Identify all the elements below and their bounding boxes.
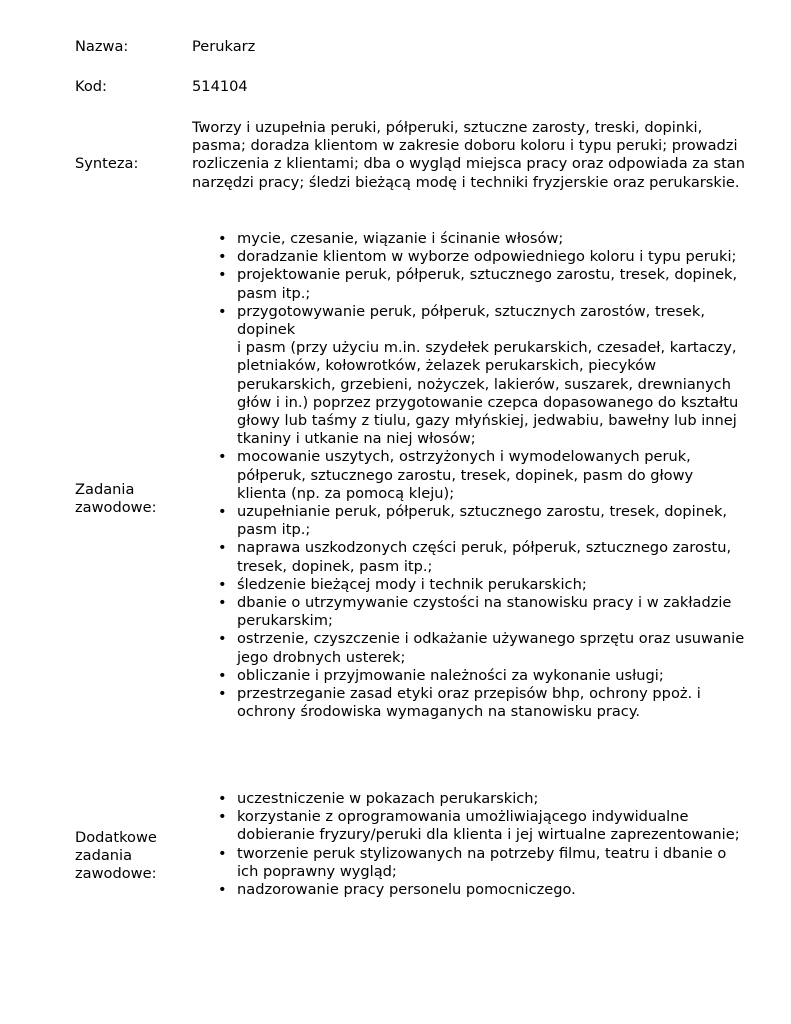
list-item: • przygotowywanie peruk, półperuk, sztucznych zarostów, tresek, dopinek i pasm (przy użyciu m.in. szydełek perukarskich, czesadeł, kartaczy, pletniaków, kołowrotków, żelazek perukarskich, piecyków perukarskich, grzebieni, nożyczek, lakierów, suszarek, drewnianych głów i in.) poprzez przygotowanie czepca dopasowanego do kształtu głowy lub taśmy z tiulu, gazy młyńskiej, jedwabiu, bawełny lub innej tkaniny i utkanie na niej włosów; — [192, 303, 747, 449]
kod-value: 514104 — [192, 78, 248, 95]
dodatkowe-list-container — [192, 790, 747, 899]
list-item: • przestrzeganie zasad etyki oraz przepisów bhp, ochrony ppoż. i ochrony środowiska wymaganych na stanowisku pracy. — [192, 685, 747, 721]
list-item: • obliczanie i przyjmowanie należności za wykonanie usługi; — [192, 667, 747, 685]
list-item: • nadzorowanie pracy personelu pomocniczego. — [192, 881, 747, 899]
list-item: • tworzenie peruk stylizowanych na potrzeby filmu, teatru i dbanie o ich poprawny wygląd; — [192, 845, 747, 881]
zadania-label: Zadania zawodowe: — [75, 481, 157, 517]
list-item: • uczestniczenie w pokazach perukarskich; — [192, 790, 747, 808]
list-item: • mycie, czesanie, wiązanie i ścinanie włosów; — [192, 230, 747, 248]
nazwa-value: Perukarz — [192, 38, 256, 55]
list-item: • naprawa uszkodzonych części peruk, półperuk, sztucznego zarostu, tresek, dopinek, pasm itp.; — [192, 539, 747, 575]
synteza-label: Synteza: — [75, 155, 139, 172]
kod-label: Kod: — [75, 78, 107, 95]
list-item: • doradzanie klientom w wyborze odpowiedniego koloru i typu peruki; — [192, 248, 747, 266]
dodatkowe-label: Dodatkowe zadania zawodowe: — [75, 829, 157, 883]
list-item: • uzupełnianie peruk, półperuk, sztucznego zarostu, tresek, dopinek, pasm itp.; — [192, 503, 747, 539]
list-item: • dbanie o utrzymywanie czystości na stanowisku pracy i w zakładzie perukarskim; — [192, 594, 747, 630]
list-item: • ostrzenie, czyszczenie i odkażanie używanego sprzętu oraz usuwanie jego drobnych usterek; — [192, 630, 747, 666]
zadania-list — [192, 230, 747, 721]
list-item: • mocowanie uszytych, ostrzyżonych i wymodelowanych peruk, półperuk, sztucznego zarostu, tresek, dopinek, pasm do głowy klienta (np. za pomocą kleju); — [192, 448, 747, 503]
zadania-list-container — [192, 230, 747, 721]
list-item: • korzystanie z oprogramowania umożliwiającego indywidualne dobieranie fryzury/peruki dla klienta i jej wirtualne zaprezentowanie; — [192, 808, 747, 844]
nazwa-label: Nazwa: — [75, 38, 129, 55]
dodatkowe-list — [192, 790, 747, 899]
synteza-value: Tworzy i uzupełnia peruki, półperuki, sztuczne zarosty, treski, dopinki, pasma; doradza klientom w zakresie doboru koloru i typu peruki; prowadzi rozliczenia z klientami; dba o wygląd miejsca pracy oraz odpowiada za stan narzędzi pracy; śledzi bieżącą modę i techniki fryzjerskie oraz perukarskie. — [192, 119, 746, 191]
list-item: • projektowanie peruk, półperuk, sztucznego zarostu, tresek, dopinek, pasm itp.; — [192, 266, 747, 302]
list-item: • śledzenie bieżącej mody i technik perukarskich; — [192, 576, 747, 594]
